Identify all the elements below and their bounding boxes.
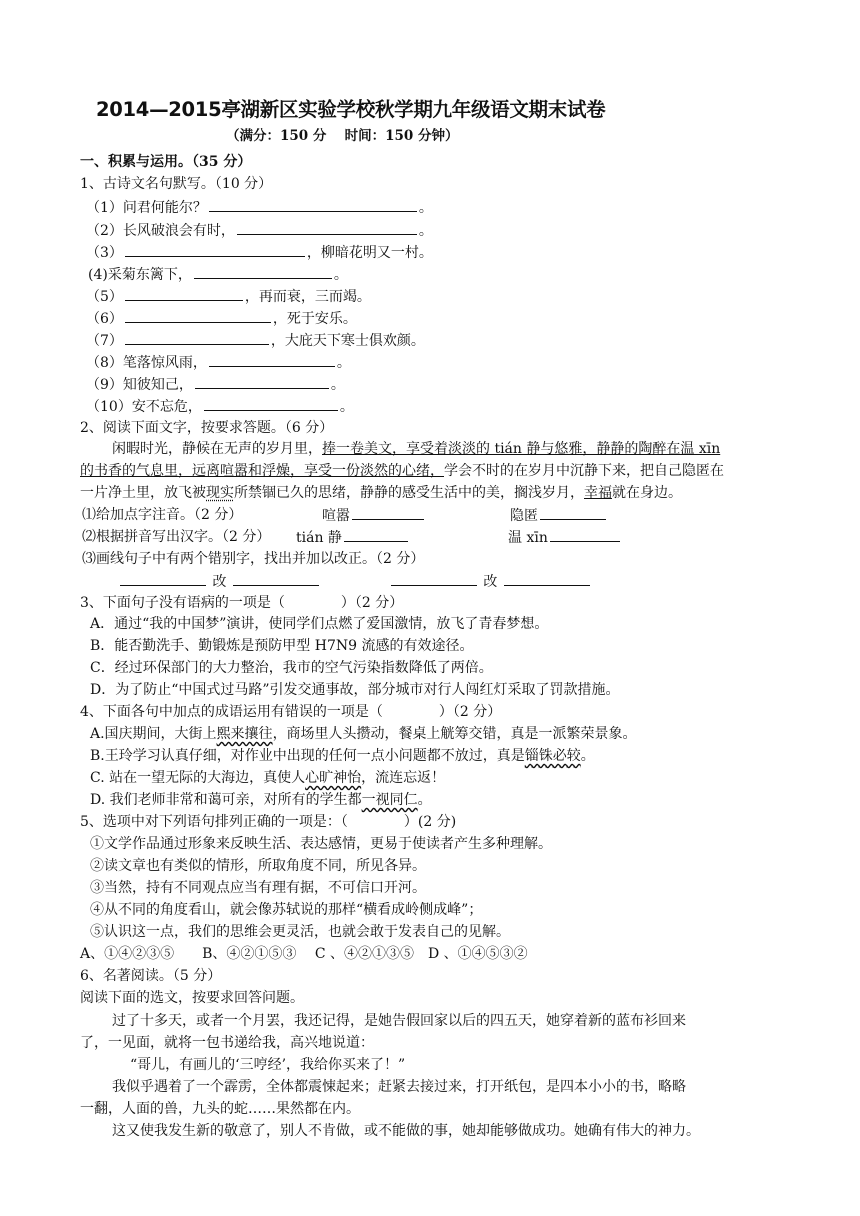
- question-1-item: （5） ，再而衰，三而竭。: [86, 286, 371, 307]
- option-b[interactable]: B．能否勤洗手、勤锻炼是预防甲型 H7N9 流感的有效途径。: [90, 638, 474, 654]
- answer-blank[interactable]: [352, 505, 424, 520]
- question-2-sub-1-word: 隐匿: [510, 505, 608, 526]
- answer-blank[interactable]: [209, 197, 417, 212]
- option-a[interactable]: A．通过“我的中国梦”演讲，使同学们点燃了爱国激情，放飞了青春梦想。: [90, 616, 549, 632]
- option-d[interactable]: D. 我们老师非常和蔼可亲，对所有的学生都一视同仁。: [90, 792, 432, 808]
- question-1-heading: 1、古诗文名句默写。（10 分）: [80, 176, 273, 192]
- question-2-sub-2: ⑵根据拼音写出汉字。（2 分）: [82, 529, 271, 545]
- answer-blank[interactable]: [125, 330, 269, 345]
- answer-blank[interactable]: [194, 264, 332, 279]
- answer-blank[interactable]: [540, 505, 606, 520]
- answer-blank[interactable]: [195, 374, 329, 389]
- option-d[interactable]: D．为了防止“中国式过马路”引发交通事故，部分城市对行人闯红灯采取了罚款措施。: [90, 682, 620, 698]
- sentence-2: ②读文章也有类似的情形，所取角度不同，所见各异。: [90, 858, 426, 874]
- question-1-item: (4)采菊东篱下， 。: [88, 264, 348, 285]
- sentence-4: ④从不同的角度看山，就会像苏轼说的那样“横看成岭侧成峰”；: [90, 902, 483, 918]
- answer-blank[interactable]: [120, 571, 206, 586]
- answer-blank[interactable]: [344, 527, 408, 542]
- option-b[interactable]: B.王玲学习认真仔细，对作业中出现的任何一点小问题都不放过，真是锱铢必较。: [90, 748, 595, 764]
- answer-blank[interactable]: [125, 242, 305, 257]
- question-1-item: （9）知彼知己， 。: [86, 374, 345, 395]
- question-5-heading: 5、选项中对下列语句排列正确的一项是：（ ）(2 分): [80, 814, 457, 830]
- question-2-heading: 2、阅读下面文字，按要求答题。（6 分）: [80, 420, 334, 436]
- answer-blank[interactable]: [125, 286, 243, 301]
- question-2-sub-1-word: 喧嚣: [322, 505, 426, 526]
- option-c[interactable]: C. 站在一望无际的大海边，真使人心旷神怡，流连忘返！: [90, 770, 446, 786]
- exam-title: 2014—2015亭湖新区实验学校秋学期九年级语文期末试卷: [96, 98, 606, 121]
- question-2-sub-2-word: tián 静: [296, 527, 410, 548]
- question-3-heading: 3、下面句子没有语病的一项是（ ）（2 分）: [80, 595, 404, 611]
- question-4-heading: 4、下面各句中加点的成语运用有错误的一项是（ ）（2 分）: [80, 704, 502, 720]
- question-1-item: （2）长风破浪会有时， 。: [86, 220, 433, 241]
- correction-row: 改 改: [118, 571, 592, 592]
- question-6-passage: 过了十多天，或者一个月罢，我还记得，是她告假回家以后的四五天，她穿着新的蓝布衫回来 了，一见面，就将一包书递给我，高兴地说道： “哥儿，有画儿的‘三哼经’，我给你买来了！” 我似乎遇着了一个霹雳，全体都震悚起来；赶紧去接过来，打开纸包，是四本小小的书，略略 一翻，人面的兽，九头的蛇……果然都在内。 这又使我发生新的敬意了，别人不肯做，或不能做的事，她却能够做成功。她确有伟大的神力。: [80, 1013, 700, 1139]
- question-1-item: （3） ，柳暗花明又一村。: [86, 242, 433, 263]
- question-2-sub-1: ⑴给加点字注音。（2 分）: [82, 507, 243, 523]
- option-c[interactable]: C．经过环保部门的大力整治，我市的空气污染指数降低了两倍。: [90, 660, 493, 676]
- question-1-item: （8）笔落惊风雨， 。: [86, 352, 351, 373]
- sentence-3: ③当然，持有不同观点应当有理有据，不可信口开河。: [90, 880, 426, 896]
- answer-blank[interactable]: [237, 220, 417, 235]
- answer-blank[interactable]: [504, 571, 590, 586]
- answer-blank[interactable]: [209, 352, 335, 367]
- question-6-intro: 阅读下面的选文，按要求回答问题。: [80, 990, 304, 1006]
- sentence-5: ⑤认识这一点，我们的思维会更灵活，也就会敢于发表自己的见解。: [90, 924, 510, 940]
- section-heading: 一、积累与运用。（35 分）: [80, 154, 252, 170]
- question-1-item: （6） ，死于安乐。: [86, 308, 357, 329]
- answer-blank[interactable]: [550, 527, 620, 542]
- answer-blank[interactable]: [233, 571, 319, 586]
- question-1-item: （10）安不忘危， 。: [86, 396, 354, 417]
- answer-blank[interactable]: [125, 308, 271, 323]
- option-a[interactable]: A.国庆期间，大街上熙来攘往，商场里人头攒动，餐桌上觥筹交错，真是一派繁荣景象。: [90, 726, 637, 742]
- question-6-heading: 6、名著阅读。（5 分）: [80, 968, 222, 984]
- answer-blank[interactable]: [204, 396, 338, 411]
- sentence-1: ①文学作品通过形象来反映生活、表达感情，更易于使读者产生多种理解。: [90, 836, 552, 852]
- question-5-options[interactable]: A、①④②③⑤ B、④②①⑤③ C 、④②①③⑤ D 、①④⑤③②: [80, 946, 528, 962]
- question-1-item: （1）问君何能尔？ 。: [86, 197, 433, 218]
- question-2-sub-3: ⑶画线句子中有两个错别字，找出并加以改正。（2 分）: [82, 551, 425, 567]
- question-1-item: （7） ，大庇天下寒士俱欢颜。: [86, 330, 425, 351]
- question-2-passage: 闲暇时光，静候在无声的岁月里，捧一卷美文，享受着淡淡的 tián 静与悠雅，静静的陶醉在温 xīn 的书香的气息里，远离喧嚣和浮燥，享受一份淡然的心绪，学会不时的在岁月中沉静下来，把自己隐匿在 一片净土里，放飞被现实所禁锢已久的思绪，静静的感受生活中的美，搁浅岁月，幸福就在身边。: [80, 441, 724, 501]
- answer-blank[interactable]: [391, 571, 477, 586]
- question-2-sub-2-word: 温 xīn: [508, 527, 622, 548]
- exam-subtitle: （满分：150 分 时间：150 分钟）: [226, 128, 459, 144]
